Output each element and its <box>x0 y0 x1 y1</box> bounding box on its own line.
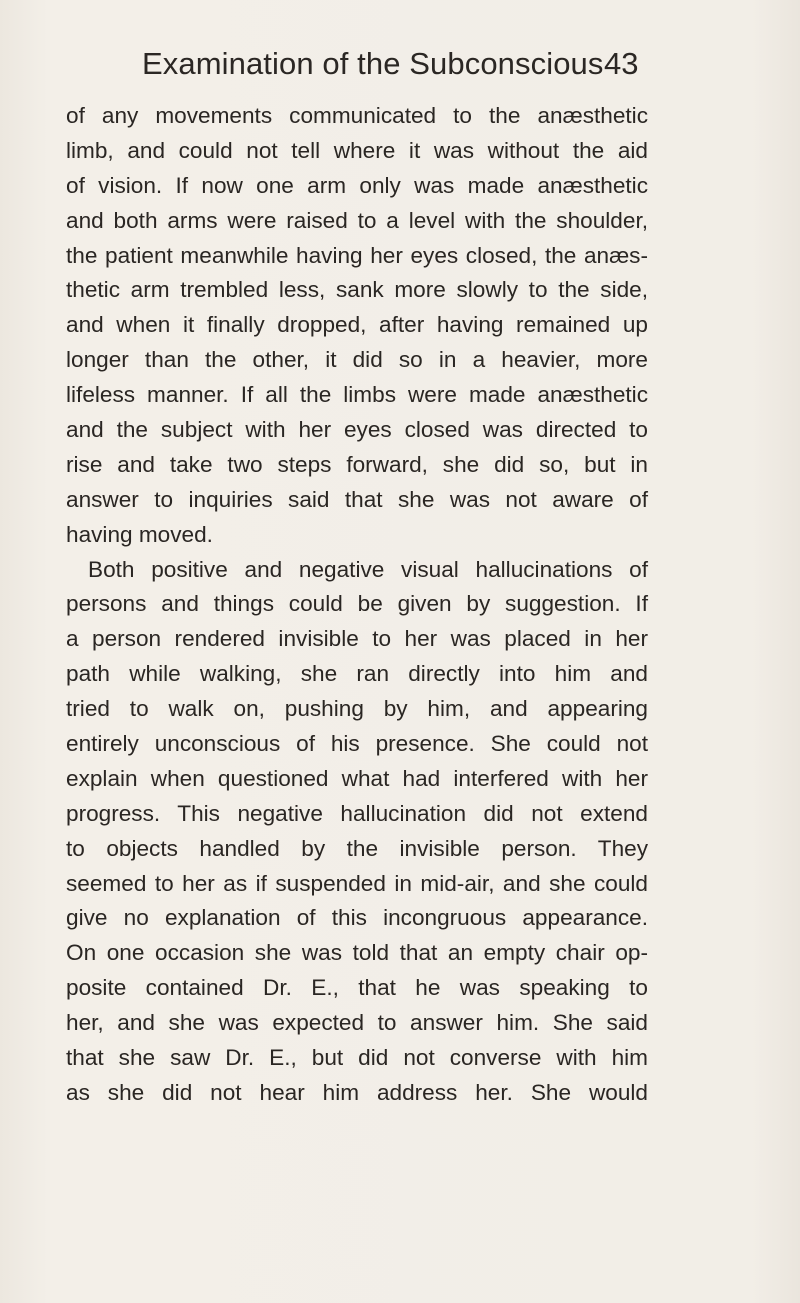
text-line: that she saw Dr. E., but did not converse with him <box>66 1045 648 1071</box>
text-line: a person rendered invisible to her was placed in her <box>66 626 648 652</box>
text-line: entirely unconscious of his presence. She could not <box>66 731 648 757</box>
text-line: tried to walk on, pushing by him, and appearing <box>66 696 648 722</box>
text-line: and the subject with her eyes closed was directed to <box>66 417 648 443</box>
text-line: persons and things could be given by suggestion. If <box>66 591 648 617</box>
text-line: the patient meanwhile having her eyes closed, the anæs- <box>66 242 648 268</box>
paragraph-end-line: having moved. <box>66 521 213 547</box>
text-line: of any movements communicated to the anæsthetic <box>66 103 648 128</box>
paragraph-start-line: Both positive and negative visual hallucinations of <box>88 556 648 582</box>
body-text <box>66 99 648 1111</box>
text-line: seemed to her as if suspended in mid-air, and she could <box>66 870 648 896</box>
text-line: On one occasion she was told that an empty chair op- <box>66 940 648 966</box>
text-line: posite contained Dr. E., that he was speaking to <box>66 975 648 1001</box>
text-line: answer to inquiries said that she was not aware of <box>66 486 648 512</box>
text-line: rise and take two steps forward, she did so, but in <box>66 451 648 477</box>
text-line: progress. This negative hallucination did not extend <box>66 800 648 826</box>
running-header <box>0 44 800 94</box>
text-line: explain when questioned what had interfered with her <box>66 765 648 791</box>
text-line: to objects handled by the invisible person. They <box>66 835 648 861</box>
text-line: as she did not hear him address her. She would <box>66 1079 648 1105</box>
text-line: of vision. If now one arm only was made anæsthetic <box>66 172 648 198</box>
text-line: her, and she was expected to answer him. She said <box>66 1010 648 1036</box>
text-line: lifeless manner. If all the limbs were made anæsthetic <box>66 382 648 408</box>
text-line: and when it finally dropped, after having remained up <box>66 312 648 338</box>
running-title: Examination of the Subconscious <box>142 46 604 81</box>
text-line: longer than the other, it did so in a heavier, more <box>66 347 648 373</box>
text-line: thetic arm trembled less, sank more slowly to the side, <box>66 277 648 303</box>
text-line: give no explanation of this incongruous appearance. <box>66 905 648 931</box>
text-line: path while walking, she ran directly into him and <box>66 661 648 687</box>
page-number: 43 <box>604 46 639 81</box>
text-line: and both arms were raised to a level with the shoulder, <box>66 207 648 233</box>
text-line: limb, and could not tell where it was without the aid <box>66 137 648 163</box>
